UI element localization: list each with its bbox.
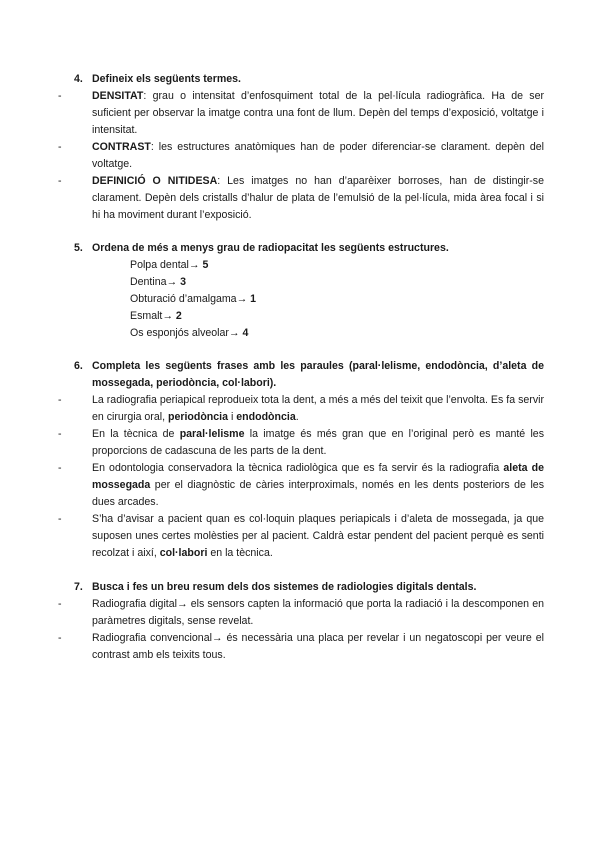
structure-label: Esmalt→ xyxy=(130,310,176,322)
definition: : les estructures anatòmiques han de poder diferenciar-se clarament. depèn del voltatge. xyxy=(92,141,544,170)
ranking-item xyxy=(130,274,544,291)
list-item xyxy=(58,88,544,139)
bullet-dash: - xyxy=(58,428,62,440)
answer-word: periodòncia xyxy=(167,411,229,423)
bullet-dash: - xyxy=(58,394,62,406)
question-4-heading xyxy=(58,71,544,88)
list-item xyxy=(58,426,544,460)
term: DENSITAT xyxy=(92,90,144,102)
rank-value: 2 xyxy=(175,310,182,322)
structure-label: Dentina→ xyxy=(130,276,181,288)
bullet-dash: - xyxy=(58,175,62,187)
question-number: 7. xyxy=(74,581,83,593)
rank-value: 5 xyxy=(202,259,209,271)
question-title: Completa les següents frases amb les paraules (paral·lelisme, endodòncia, d’aleta de mossegada, periodòncia, col·labori). xyxy=(92,360,544,389)
sentence-text: En odontologia conservadora la tècnica radiològica que es fa servir és la radiografia xyxy=(92,462,504,474)
question-5-heading xyxy=(58,240,544,257)
answer-word: col·labori xyxy=(159,547,208,559)
question-6-heading xyxy=(58,358,544,392)
sentence-text: i xyxy=(228,411,237,423)
summary-text: Radiografia digital→ els sensors capten la informació que porta la radiació i la descomponen en paràmetres digitals, sense revelat. xyxy=(92,598,544,627)
list-item xyxy=(58,630,544,664)
answer-word: paral·lelisme xyxy=(179,428,245,440)
bullet-dash: - xyxy=(58,90,62,102)
structure-label: Polpa dental→ xyxy=(130,259,203,271)
question-number: 6. xyxy=(74,360,83,372)
question-number: 5. xyxy=(74,242,83,254)
sentence-text: S’ha d’avisar a pacient quan es col·loquin plaques periapicals i d’aleta de mossegada, ja que suposen unes certes molèsties per al pacient. Caldrà estar pendent del pacient perquè es senti recolzat i així, xyxy=(92,513,544,559)
sentence-text: La radiografia periapical reprodueix tota la dent, a més a més del teixit que l’envolta. Es fa servir en cirurgia oral, xyxy=(92,394,544,423)
question-7 xyxy=(58,579,544,664)
answer-word: endodòncia xyxy=(236,411,296,423)
question-title: Defineix els següents termes. xyxy=(92,73,241,85)
sentence-text: en la tècnica. xyxy=(207,547,273,559)
bullet-dash: - xyxy=(58,513,62,525)
structure-label: Obturació d’amalgama→ xyxy=(130,293,251,305)
ranking-item xyxy=(130,291,544,308)
bullet-dash: - xyxy=(58,462,62,474)
ranking-list xyxy=(130,257,544,342)
rank-value: 4 xyxy=(242,327,249,339)
sentence-text: per el diagnòstic de càries interproximals, només en les dents posteriors de les dues arcades. xyxy=(92,479,544,508)
sentence-text: la imatge és més gran que en l’original però es manté les proporcions de cadascuna de les parts de la dent. xyxy=(92,428,544,457)
question-5 xyxy=(58,240,544,342)
bullet-dash: - xyxy=(58,141,62,153)
term: DEFINICIÓ O NITIDESA xyxy=(92,175,218,187)
sentence-text: . xyxy=(295,411,299,423)
question-title: Ordena de més a menys grau de radiopacitat les següents estructures. xyxy=(92,242,449,254)
ranking-item xyxy=(130,325,544,342)
list-item xyxy=(58,392,544,426)
definition: : Les imatges no han d’aparèixer borroses, han de distingir-se clarament. Depèn dels cristalls d’halur de plata de l’emulsió de la pel·lícula, mida àrea focal i si hi ha moviment durant l’exposició. xyxy=(92,175,544,221)
list-item xyxy=(58,139,544,173)
list-item xyxy=(58,511,544,562)
bullet-dash: - xyxy=(58,632,62,644)
summary-text: Radiografia convencional→ és necessària una placa per revelar i un negatoscopi per veure el contrast amb els teixits tous. xyxy=(92,632,544,661)
question-number: 4. xyxy=(74,73,83,85)
answer-word: aleta de mossegada xyxy=(92,462,545,491)
question-4 xyxy=(58,71,544,224)
term: CONTRAST xyxy=(92,141,151,153)
structure-label: Os esponjós alveolar→ xyxy=(130,327,243,339)
definition: : grau o intensitat d’enfosquiment total de la pel·lícula radiogràfica. Ha de ser suficient per observar la imatge contra una font de llum. Depèn del temps d’exposició, voltatge i intensitat. xyxy=(92,90,544,136)
bullet-dash: - xyxy=(58,598,62,610)
question-7-heading xyxy=(58,579,544,596)
question-6 xyxy=(58,358,544,562)
ranking-item xyxy=(130,308,544,325)
list-item xyxy=(58,173,544,224)
ranking-item xyxy=(130,257,544,274)
list-item xyxy=(58,460,544,511)
question-title: Busca i fes un breu resum dels dos sistemes de radiologies digitals dentals. xyxy=(92,581,477,593)
rank-value: 1 xyxy=(250,293,257,305)
list-item xyxy=(58,596,544,630)
rank-value: 3 xyxy=(180,276,186,288)
sentence-text: En la tècnica de xyxy=(92,428,180,440)
